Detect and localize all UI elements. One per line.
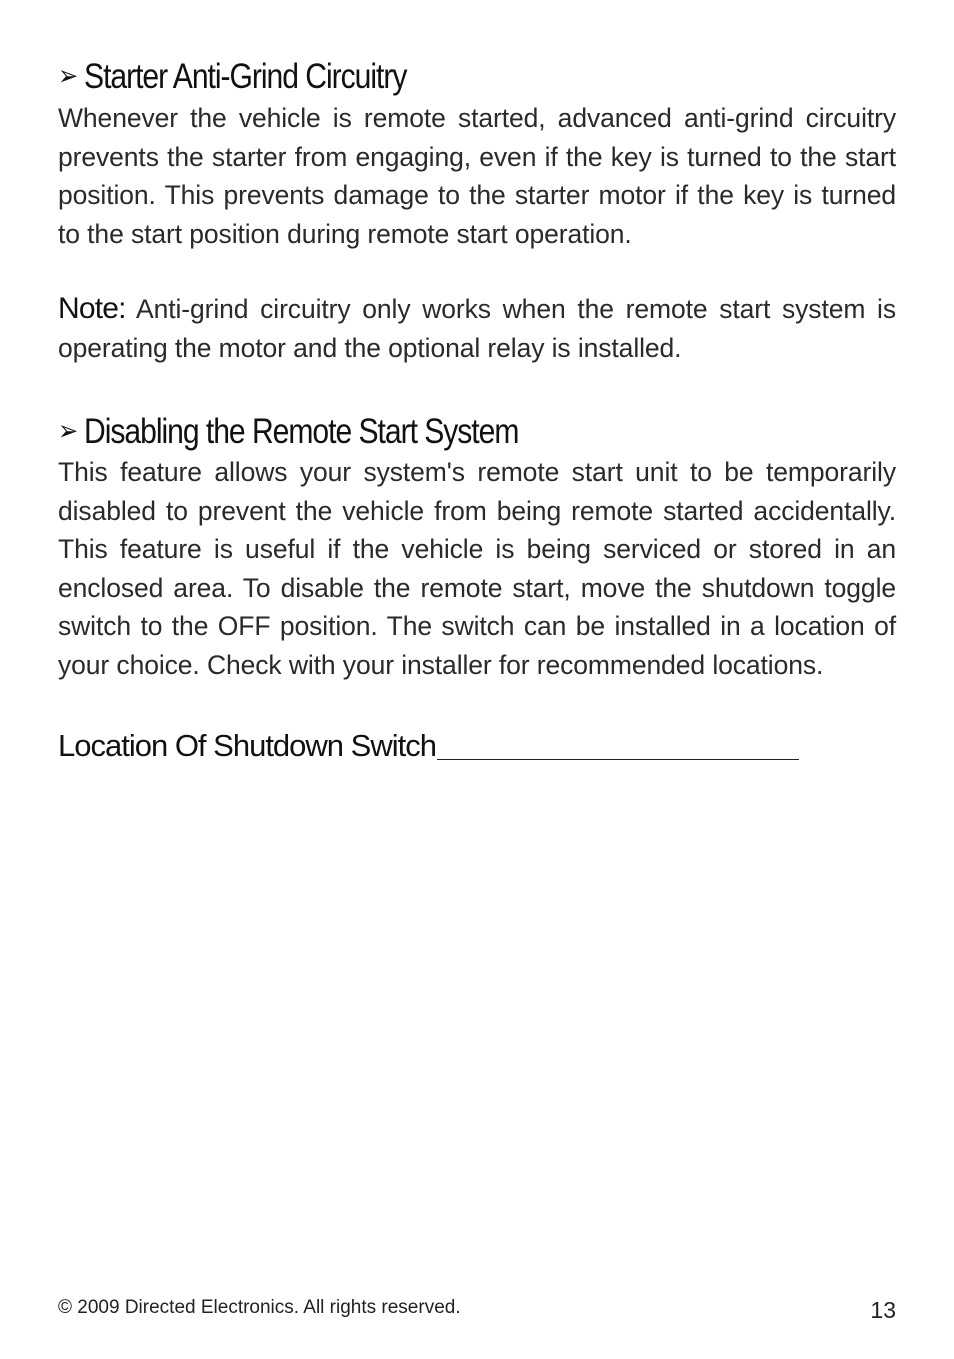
page-number: 13 [870,1297,896,1323]
arrow-bullet-icon: ➢ [58,60,78,91]
note-paragraph [58,290,896,367]
location-field [58,726,799,766]
section-body-disabling: This feature allows your system's remote start unit to be temporarily disabled to prevent the vehicle from being remote started accidentally. This feature is useful if the vehicle is being serviced or stored in an enclosed area. To disable the remote start, move the shutdown toggle switch to the OFF position. The switch can be installed in a location of your choice. Check with your installer for recommended locations. [58,457,896,680]
section-heading-disabling [58,411,518,452]
arrow-bullet-icon: ➢ [58,415,78,446]
note-text: Anti-grind circuitry only works when the remote start system is operating the motor and the optional relay is installed. [58,294,896,363]
copyright-notice: © 2009 Directed Electronics. All rights reserved. [58,1297,461,1318]
location-field-label: Location Of Shutdown Switch [58,728,436,763]
section-title: Disabling the Remote Start System [84,412,519,451]
note-label: Note: [58,292,126,325]
section-body-anti-grind: Whenever the vehicle is remote started, advanced anti-grind circuitry prevents the starter from engaging, even if the key is turned to the start position. This prevents damage to the starter motor if the key is turned to the start position during remote start operation. [58,103,896,249]
location-blank-line [437,729,799,760]
section-title: Starter Anti-Grind Circuitry [84,57,407,96]
